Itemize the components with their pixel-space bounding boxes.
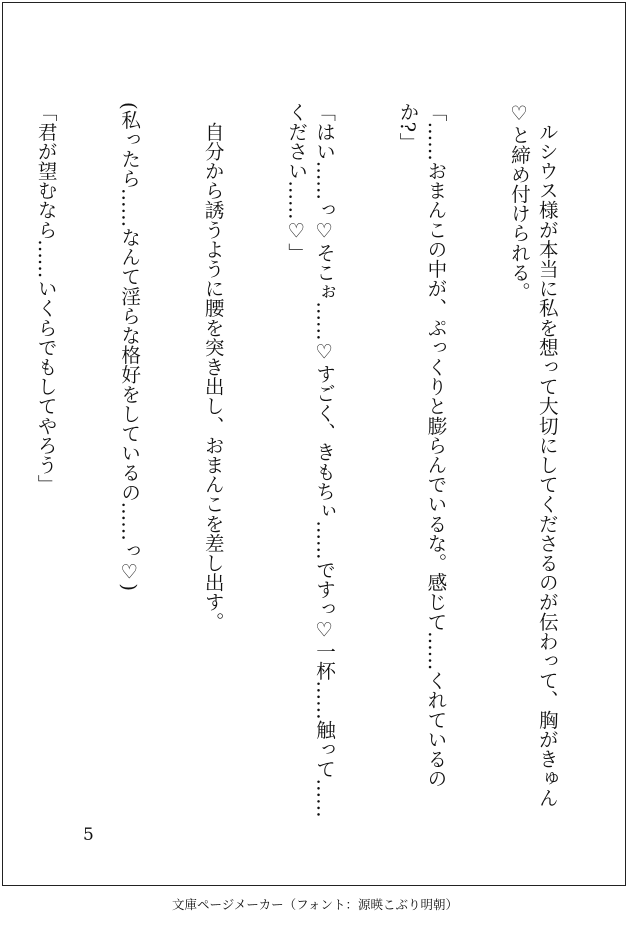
paragraph: 「……おまんこの中が、ぷっくりと膨らんでいるな。感じて……くれているの か?」	[396, 102, 447, 788]
paragraph: (私ったら……なんて淫らな格好をしているの……っ♡)	[117, 102, 141, 592]
page-number: 5	[83, 825, 94, 845]
paragraph: 「君が望むなら……いくらでもしてやろう」	[34, 102, 58, 494]
vertical-text-body	[34, 102, 616, 818]
book-page	[2, 2, 626, 886]
paragraph: ルシウス様が本当に私を想って大切にしてくださるのが伝わって、胸がきゅん ♡と締め付けられる。	[507, 102, 559, 808]
footer-credit: 文庫ページメーカー（フォント：源暎こぶり明朝）	[171, 897, 458, 912]
paragraph: 自分から誘うように腰を突き出し、おまんこを差し出す。	[201, 102, 225, 632]
paragraph: 「はい……っ♡そこぉ……♡すごく、きもちぃ……ですっ♡一杯……触って…… ください……♡」	[284, 102, 336, 818]
